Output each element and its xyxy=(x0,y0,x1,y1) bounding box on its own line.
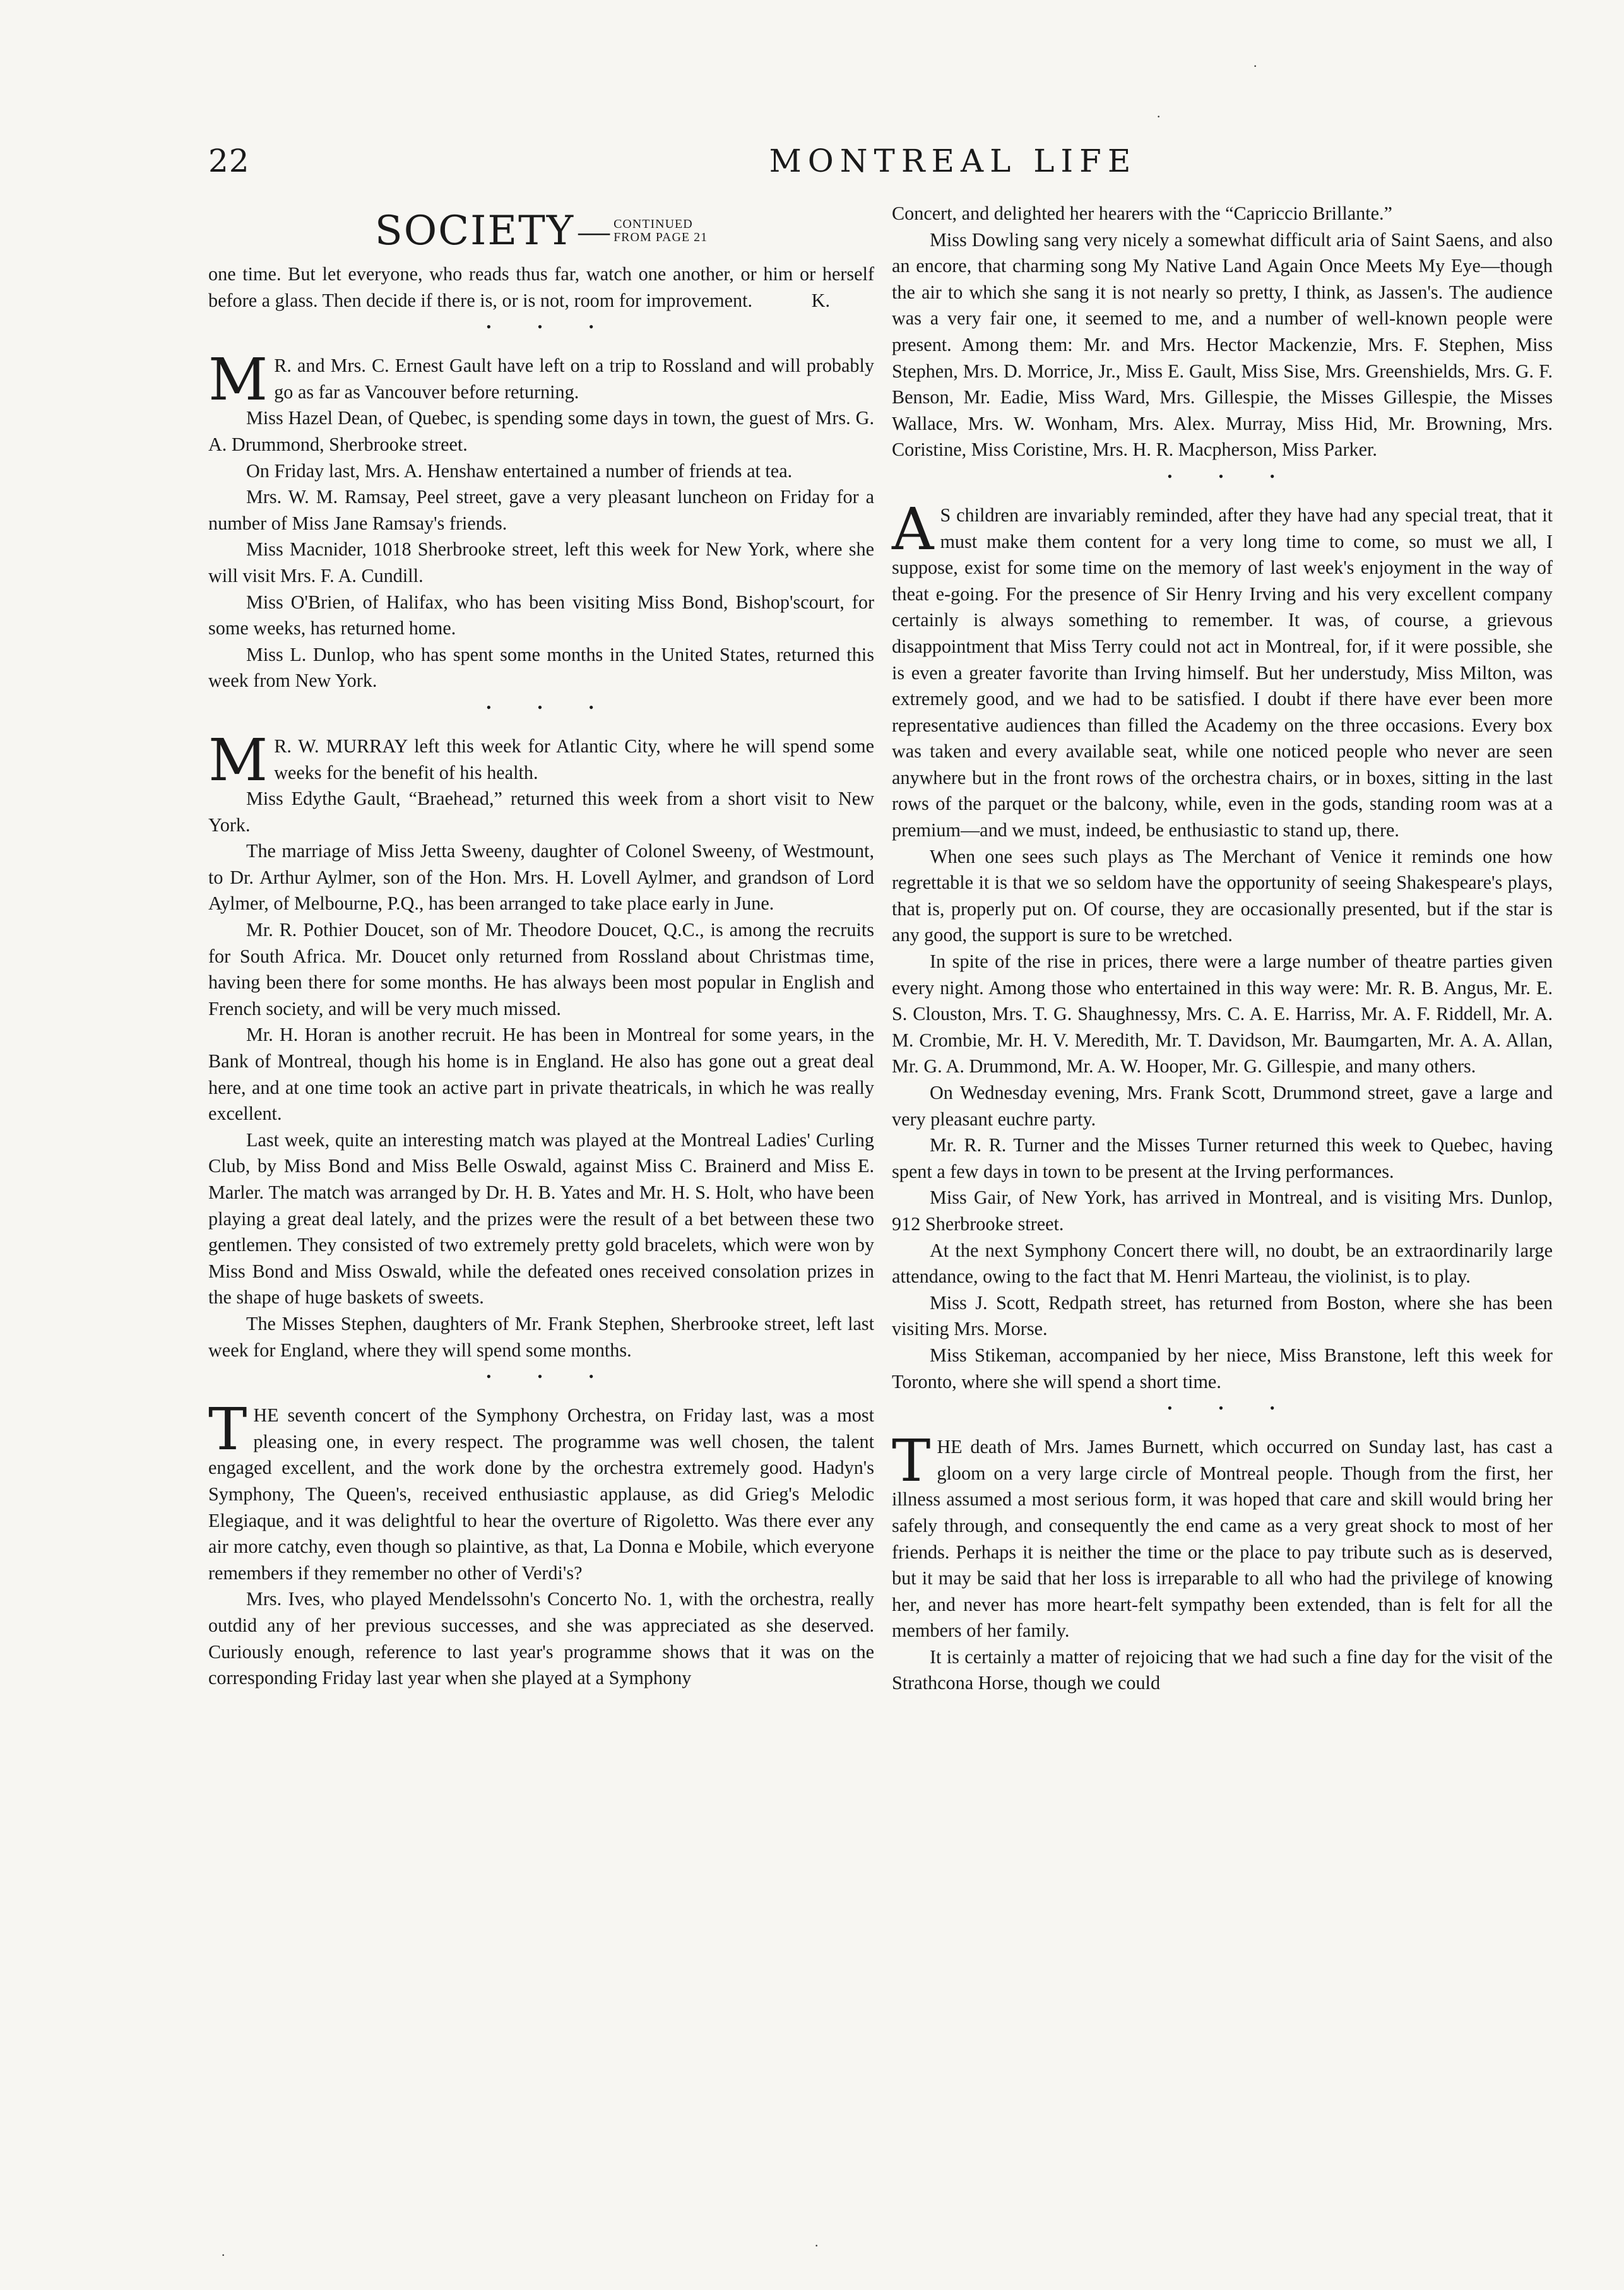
left-column xyxy=(208,201,874,1692)
paragraph: At the next Symphony Concert there will, no doubt, be an extraordinarily large attendance, owing to the fact that M. Henri Marteau, the violinist, is to play. xyxy=(892,1239,1553,1288)
paragraph: It is certainly a matter of rejoicing that we had such a fine day for the visit of the Strathcona Horse, though we could xyxy=(892,1646,1553,1694)
paragraph: Mr. R. Pothier Doucet, son of Mr. Theodore Doucet, Q.C., is among the recruits for South Africa. Mr. Doucet only returned from Rossland about Christmas time, having been there for some months. He has always been most popular in English and French society, and will be very much missed. xyxy=(208,919,874,1019)
drop-cap: T xyxy=(208,1396,247,1464)
paragraph xyxy=(892,1427,1553,1644)
drop-cap: M xyxy=(208,346,268,414)
section-title: SOCIETY xyxy=(374,208,575,254)
paragraph-text: HE death of Mrs. James Burnett, which occurred on Sunday last, has cast a gloom on a very large circle of Montreal people. Though from the first, her illness assumed a most serious form, it was hoped that care and skill would bring her safely through, and consequently the end came as a very great shock to most of her friends. Perhaps it is neither the time or the place to pay tribute such as is deserved, but it may be said that her loss is irreparable to all who had the privilege of knowing her, and never has more heart-felt sympathy been extended, than is felt for all the members of her family. xyxy=(892,1436,1553,1642)
continued-line-2: FROM PAGE 21 xyxy=(613,230,708,244)
paragraph-text: HE seventh concert of the Symphony Orchestra, on Friday last, was a most pleasing one, in every respect. The programme was well chosen, the talent engaged excellent, and the work done by the orchestra extremely good. Hadyn's Symphony, The Queen's, received enthusiastic applause, as did Grieg's Melodic Elegiaque, and it was delightful to hear the overture of Rigoletto. Was there ever any air more catchy, even though so plaintive, as that, La Donna e Mobile, which everyone remembers if they remember no other of Verdi's? xyxy=(208,1404,874,1584)
paragraph-text: R. W. MURRAY left this week for Atlantic City, where he will spend some weeks for the benefit of his health. xyxy=(274,735,874,783)
paragraph: Mrs. W. M. Ramsay, Peel street, gave a very pleasant luncheon on Friday for a number of Miss Jane Ramsay's friends. xyxy=(208,486,874,534)
paragraph: Miss Dowling sang very nicely a somewhat difficult aria of Saint Saens, and also an encore, that charming song My Native Land Again Once Meets My Eye—though the air to which she sang it is not nearly so pretty, I think, as Jassen's. The audience was a very fair one, it seemed to me, and a number of well-known people were present. Among them: Mr. and Mrs. Hector Mackenzie, Mrs. F. Stephen, Miss Stephen, Mrs. D. Morrice, Jr., Miss E. Gault, Miss Sise, Mrs. Greenshields, Mrs. G. F. Benson, Mr. Eadie, Miss Ward, Mrs. Gillespie, the Misses Gillespie, the Misses Wallace, Mrs. W. Wonham, Mrs. Alex. Murray, Miss Hid, Mr. Browning, Mrs. Coristine, Miss Coristine, Mrs. H. R. Macpherson, Miss Parker. xyxy=(892,228,1553,461)
paragraph: The Misses Stephen, daughters of Mr. Frank Stephen, Sherbrooke street, left last week for England, where they will spend some months. xyxy=(208,1312,874,1361)
paragraph: The marriage of Miss Jetta Sweeny, daughter of Colonel Sweeny, of Westmount, to Dr. Arthur Aylmer, son of the Hon. Mrs. H. Lovell Aylmer, and grandson of Lord Aylmer, of Melbourne, P.Q., has been arranged to take place early in June. xyxy=(208,840,874,915)
paragraph: Miss Macnider, 1018 Sherbrooke street, left this week for New York, where she will visit Mrs. F. A. Cundill. xyxy=(208,538,874,586)
paragraph: On Wednesday evening, Mrs. Frank Scott, Drummond street, gave a large and very pleasant euchre party. xyxy=(892,1082,1553,1130)
running-title: MONTREAL LIFE xyxy=(769,143,1137,179)
paragraph: Miss Edythe Gault, “Braehead,” returned this week from a short visit to New York. xyxy=(208,788,874,836)
separator: • • • xyxy=(1167,1400,1296,1416)
paragraph: Mrs. Ives, who played Mendelssohn's Concerto No. 1, with the orchestra, really outdid any of her previous successes, and she was appreciated as she deserved. Curiously enough, reference to last year's programme shows that it was on the corresponding Friday last year when she played at a Symphony xyxy=(208,1588,874,1689)
paragraph-text: one time. But let everyone, who reads thus far, watch one another, or him or herself before a glass. Then decide if there is, or is not, room for improvement. xyxy=(208,263,874,311)
paragraph: Miss Stikeman, accompanied by her niece, Miss Branstone, left this week for Toronto, where she will spend a short time. xyxy=(892,1344,1553,1392)
right-column xyxy=(892,201,1553,1697)
paragraph xyxy=(208,261,874,314)
paragraph: Miss Hazel Dean, of Quebec, is spending some days in town, the guest of Mrs. G. A. Drummond, Sherbrooke street. xyxy=(208,407,874,455)
paragraph: Last week, quite an interesting match was played at the Montreal Ladies' Curling Club, by Miss Bond and Miss Belle Oswald, against Miss C. Brainerd and Miss E. Marler. The match was arranged by Dr. H. B. Yates and Mr. H. S. Holt, who have been playing a great deal lately, and the prizes were the result of a bet between these two gentlemen. They consisted of two extremely pretty gold bracelets, which were won by Miss Bond and Miss Oswald, while the defeated ones received consolation prizes in the shape of huge baskets of sweets. xyxy=(208,1129,874,1308)
separator: • • • xyxy=(1167,468,1296,484)
paragraph: When one sees such plays as The Merchant of Venice it reminds one how regrettable it is that we so seldom have the opportunity of seeing Shakespeare's plays, that is, properly put on. Of course, they are occasionally presented, but if the star is any good, the support is sure to be wretched. xyxy=(892,845,1553,946)
paragraph: Mr. R. R. Turner and the Misses Turner returned this week to Quebec, having spent a few days in town to be present at the Irving performances. xyxy=(892,1134,1553,1182)
paragraph xyxy=(208,726,874,794)
separator: • • • xyxy=(486,319,615,335)
scan-speck: · xyxy=(221,2247,226,2263)
scan-speck: · xyxy=(1253,58,1258,74)
section-heading xyxy=(208,201,874,261)
section-dash: — xyxy=(578,213,610,249)
paragraph: Mr. H. Horan is another recruit. He has been in Montreal for some years, in the Bank of Montreal, though his home is in England. He also has gone out a great deal here, and at one time took an active part in private theatricals, in which he was really excellent. xyxy=(208,1024,874,1125)
signature: K. xyxy=(811,289,830,311)
scan-speck: · xyxy=(814,2238,819,2253)
paragraph: Miss O'Brien, of Halifax, who has been visiting Miss Bond, Bishop'scourt, for some weeks, has returned home. xyxy=(208,591,874,639)
continued-note xyxy=(613,218,708,244)
paragraph-text: R. and Mrs. C. Ernest Gault have left on a trip to Rossland and will probably go as far as Vancouver before returning. xyxy=(274,355,874,403)
page-header xyxy=(208,143,1546,193)
paragraph-text: S children are invariably reminded, after they have had any special treat, that it must make them content for a very long time to come, so must we all, I suppose, exist for some time on the memory of last week's enjoyment in the way of theat e-going. For the presence of Sir Henry Irving and his very excellent company certainly is always something to remember. It was, of course, a grievous disappointment that Miss Terry could not act in Montreal, for, if it were possible, she is even a greater favorite than Irving himself. But her understudy, Miss Milton, was extremely good, and we had to be satisfied. I doubt if there have ever been more representative audiences than filled the Academy on the three occasions. Every box was taken and every available seat, while one noticed people who never are seen anywhere but in the front rows of the orchestra chairs, or in boxes, sitting in the last rows of the parquet or the balcony, while, even in the gods, standing room was at a premium—and we must, indeed, be enthusiastic to stand up, there. xyxy=(892,504,1553,841)
separator: • • • xyxy=(486,699,615,715)
paragraph: In spite of the rise in prices, there were a large number of theatre parties given every night. Among those who entertained in this way were: Mr. R. B. Angus, Mr. E. S. Clouston, Mrs. T. G. Shaughnessy, Mrs. C. A. E. Harriss, Mr. A. F. Riddell, Mr. A. M. Crombie, Mr. H. V. Meredith, Mr. T. Davidson, Mr. Baumgarten, Mr. A. A. Allan, Mr. G. A. Drummond, Mr. A. W. Hooper, Mr. G. Gillespie, and many others. xyxy=(892,951,1553,1077)
drop-cap: M xyxy=(208,726,268,794)
paragraph: Miss Gair, of New York, has arrived in Montreal, and is visiting Mrs. Dunlop, 912 Sherbrooke street. xyxy=(892,1187,1553,1235)
page-number: 22 xyxy=(208,143,250,179)
paragraph: On Friday last, Mrs. A. Henshaw entertained a number of friends at tea. xyxy=(246,460,793,482)
separator: • • • xyxy=(486,1368,615,1385)
drop-cap: A xyxy=(892,495,934,563)
drop-cap: T xyxy=(892,1427,931,1495)
paragraph xyxy=(892,495,1553,844)
paragraph xyxy=(208,1396,874,1586)
paragraph: Miss L. Dunlop, who has spent some months in the United States, returned this week from New York. xyxy=(208,643,874,692)
paragraph: Miss J. Scott, Redpath street, has returned from Boston, where she has been visiting Mrs. Morse. xyxy=(892,1291,1553,1340)
paragraph: Concert, and delighted her hearers with the “Capriccio Brillante.” xyxy=(892,203,1392,224)
scan-speck: · xyxy=(1156,109,1161,124)
paragraph xyxy=(208,346,874,414)
continued-line-1: CONTINUED xyxy=(613,217,693,231)
